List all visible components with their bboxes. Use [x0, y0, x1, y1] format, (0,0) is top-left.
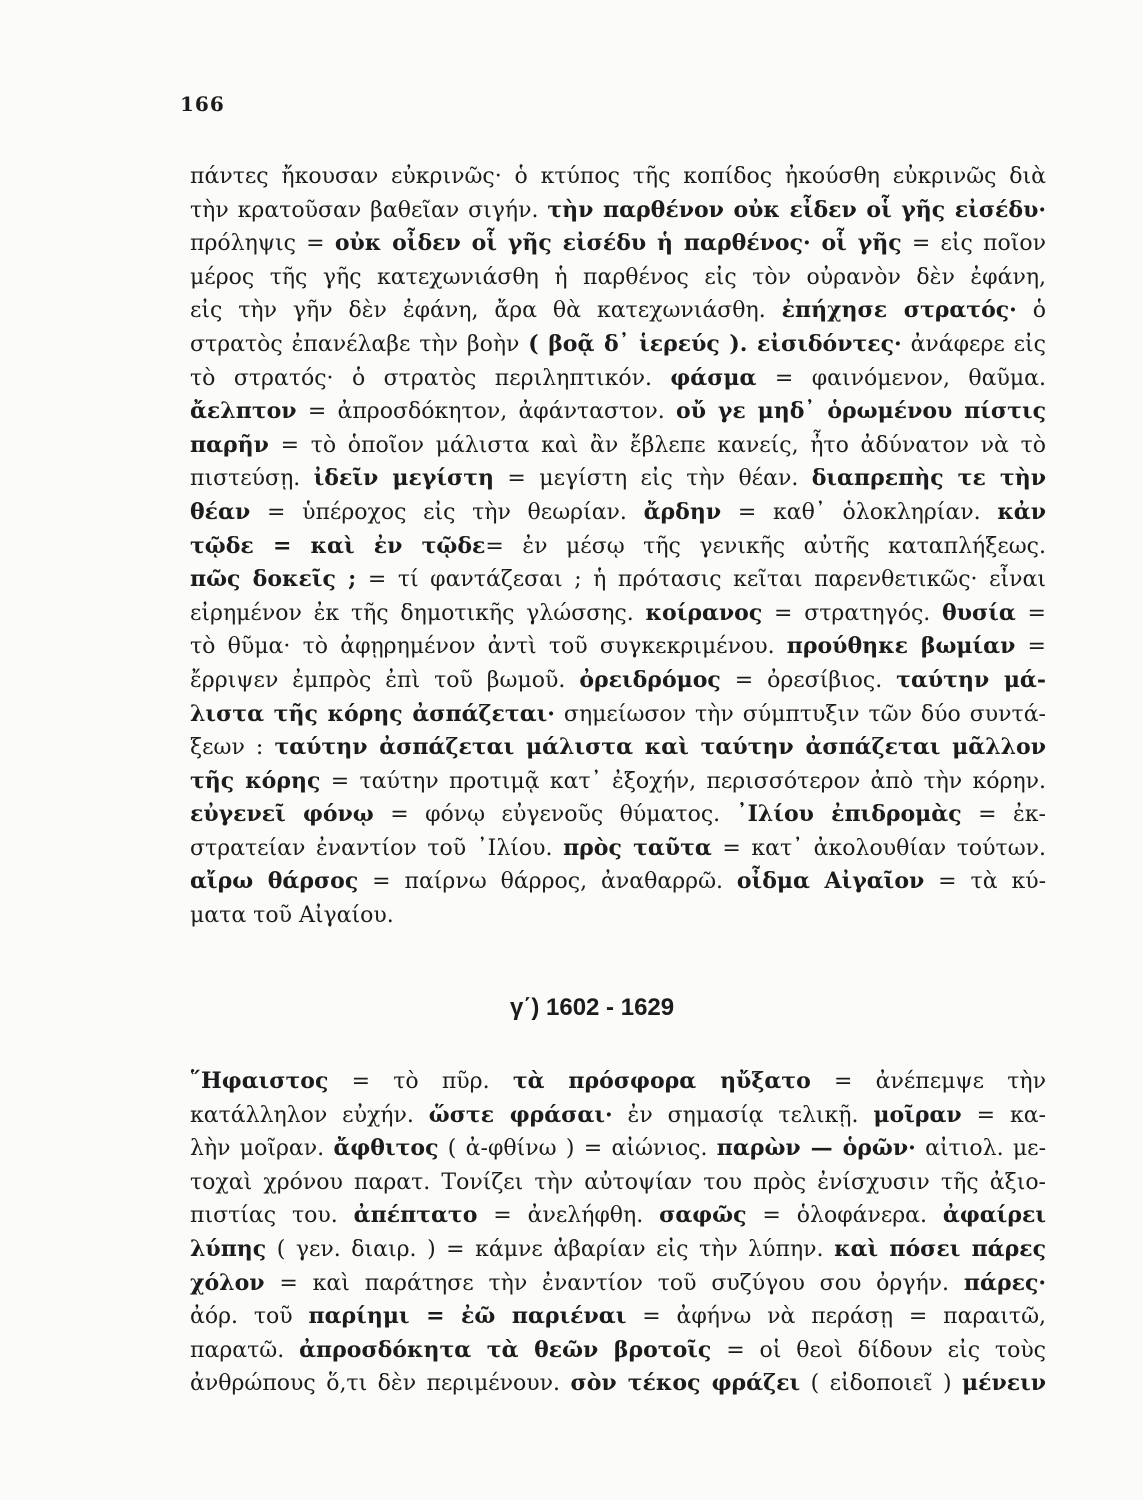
text-line: [190, 597, 1046, 631]
gloss-text: τὸ θῦμα· τὸ ἀφῃρημένον ἀντὶ τοῦ συγκεκριμένου.: [190, 634, 787, 660]
gloss-text: στρατὸς ἐπανέλαβε τὴν βοὴν: [190, 331, 529, 357]
gloss-text: εἰρημένον ἐκ τῆς δημοτικῆς γλώσσης.: [190, 600, 646, 626]
text-line: [190, 530, 1046, 564]
gloss-text: μέρος τῆς γῆς κατεχωνιάσθη ἡ παρθένος εἰς τὸν οὐρανὸν δὲν ἐφάνη,: [190, 264, 1046, 290]
gloss-text: ( ἀ-φθίνω ) = αἰώνιος.: [438, 1136, 717, 1162]
gloss-text: ἀνθρώπους ὅ,τι δὲν περιμένουν.: [190, 1371, 571, 1397]
lemma-term: ταύτην μά-: [896, 666, 1046, 693]
gloss-text: ὁ: [1016, 298, 1047, 324]
text-line: [190, 1099, 1046, 1133]
lemma-term: τὴν παρθένον οὐκ εἶδεν οἷ γῆς εἰσέδυ·: [547, 196, 1046, 223]
lemma-term: ἰδεῖν μεγίστη: [313, 465, 495, 492]
gloss-text: τοχαὶ χρόνου παρατ. Τονίζει τὴν αὐτοψίαν του πρὸς ἐνίσχυσιν τῆς ἀξιο-: [190, 1169, 1046, 1195]
gloss-text: ἀόρ. τοῦ: [190, 1304, 309, 1330]
section-heading: γ΄) 1602 - 1629: [510, 994, 675, 1021]
lemma-term: πάρες·: [963, 1269, 1046, 1296]
lemma-term: ὀρειδρόμος: [579, 666, 721, 693]
gloss-text: = τὰ κύ-: [924, 869, 1047, 895]
text-line: [190, 1233, 1046, 1267]
gloss-text: στρατείαν ἐναντίον τοῦ ᾿Ιλίου.: [190, 835, 564, 861]
text-line: [190, 194, 1046, 228]
gloss-text: = φαινόμενον, θαῦμα.: [756, 365, 1046, 391]
lemma-term: λύπης: [190, 1235, 267, 1262]
lemma-term: τὰ πρόσφορα ηὔξατο: [512, 1068, 811, 1094]
lemma-term: ἄρδην: [643, 498, 722, 525]
lemma-term: ἀπέπτατο: [353, 1202, 478, 1229]
gloss-text: πιστίας του.: [190, 1203, 354, 1229]
lemma-term: ἀπροσδόκητα τὰ θεῶν βροτοῖς: [299, 1336, 712, 1363]
gloss-text: εἰς τὴν γῆν δὲν ἐφάνη, ἄρα θὰ κατεχωνιάσθη.: [190, 298, 782, 324]
gloss-text: λὴν μοῖραν.: [190, 1136, 334, 1162]
lemma-term: οὔ γε μηδ᾿ ὁρωμένου πίστις: [676, 398, 1046, 425]
lemma-term: οἶδμα Αἰγαῖον: [736, 868, 925, 895]
gloss-text: ἐν σημασίᾳ τελικῇ.: [612, 1102, 874, 1128]
gloss-text: = ἐν μέσῳ τῆς γενικῆς αὐτῆς καταπλήξεως.: [485, 533, 1046, 559]
text-line: [190, 630, 1046, 664]
lemma-term: κοίρανος: [645, 599, 763, 626]
text-line: [190, 1199, 1046, 1233]
text-line: [190, 664, 1046, 698]
lemma-term: φάσμα: [670, 364, 757, 391]
gloss-text: = καὶ παράτησε τὴν ἐναντίον τοῦ συζύγου σου ὀργήν.: [264, 1270, 964, 1296]
lemma-term: μοῖραν: [873, 1101, 962, 1128]
text-line: [190, 462, 1046, 496]
text-line: [190, 1132, 1046, 1166]
lemma-term: ὥστε φράσαι·: [428, 1101, 613, 1128]
text-line: [190, 798, 1046, 832]
gloss-text: =: [1015, 634, 1046, 660]
gloss-text: ξεων :: [190, 735, 275, 761]
lemma-term: πῶς δοκεῖς ;: [190, 566, 357, 593]
gloss-text: παρατῶ.: [190, 1337, 300, 1363]
text-line: [190, 1166, 1046, 1200]
text-line: [190, 698, 1046, 732]
gloss-text: = ἐκ-: [961, 802, 1046, 828]
gloss-text: τὸ στρατός· ὁ στρατὸς περιληπτικόν.: [190, 365, 671, 391]
text-line: [190, 395, 1046, 429]
lemma-term: εὐγενεῖ φόνῳ: [190, 801, 374, 828]
text-line: [190, 160, 1046, 194]
gloss-text: = τὸ ὁποῖον μάλιστα καὶ ἂν ἔβλεπε κανείς, ἦτο ἀδύνατον νὰ τὸ: [268, 432, 1046, 458]
gloss-text: τὴν κρατοῦσαν βαθεῖαν σιγήν.: [190, 197, 548, 223]
gloss-text: = καθ᾿ ὁλοκληρίαν.: [721, 499, 998, 525]
gloss-text: = παίρνω θάρρος, ἀναθαρρῶ.: [358, 869, 737, 895]
lemma-term: τῷδε = καὶ ἐν τῷδε: [190, 532, 486, 559]
gloss-text: = ἀνελήφθη.: [477, 1203, 660, 1229]
lemma-term: σὸν τέκος φράζει: [570, 1370, 801, 1397]
text-line: [190, 1334, 1046, 1368]
lemma-term: παρίημι = ἐῶ παριέναι: [308, 1303, 627, 1330]
gloss-text: = στρατηγός.: [762, 600, 943, 626]
page-number: 166: [180, 92, 225, 116]
lemma-term: λιστα τῆς κόρης ἀσπάζεται·: [190, 700, 555, 727]
lemma-term: ἐπήχησε στρατός·: [781, 297, 1017, 324]
text-line: [190, 899, 1046, 933]
text-line: [190, 496, 1046, 530]
gloss-text: = ἀπροσδόκητον, ἀφάνταστον.: [296, 399, 677, 425]
commentary-paragraph-2: [190, 1065, 1046, 1401]
text-line: [190, 429, 1046, 463]
lemma-term: κἀν: [997, 498, 1046, 525]
lemma-term: τῆς κόρης: [190, 767, 321, 794]
lemma-term: οὐκ οἶδεν οἷ γῆς εἰσέδυ ἡ παρθένος· οἷ γῆς: [334, 230, 902, 257]
gloss-text: = ἀνέπεμψε τὴν: [810, 1069, 1046, 1094]
gloss-text: = μεγίστη εἰς τὴν θέαν.: [494, 466, 812, 492]
gloss-text: πάντες ἤκουσαν εὐκρινῶς· ὁ κτύπος τῆς κοπίδος ἠκούσθη εὐκρινῶς διὰ: [190, 164, 1046, 189]
gloss-text: = ὁλοφάνερα.: [746, 1203, 943, 1229]
gloss-text: ( γεν. διαιρ. ) = κάμνε ἀβαρίαν εἰς τὴν λύπην.: [266, 1236, 835, 1262]
gloss-text: ματα τοῦ Αἰγαίου.: [190, 903, 394, 929]
gloss-text: = ὑπέροχος εἰς τὴν θεωρίαν.: [250, 499, 644, 525]
gloss-text: ( εἰδοποιεῖ ): [800, 1371, 962, 1397]
lemma-term: θυσία: [942, 599, 1016, 626]
text-line: [190, 765, 1046, 799]
text-line: [190, 1367, 1046, 1401]
lemma-term: χόλον: [190, 1269, 265, 1296]
lemma-term: καὶ πόσει πάρες: [834, 1235, 1046, 1262]
lemma-term: ἄφθιτος: [333, 1135, 439, 1162]
gloss-text: = τὸ πῦρ.: [328, 1069, 513, 1094]
lemma-term: ῞Ηφαιστος: [190, 1068, 329, 1094]
gloss-text: κατάλληλον εὐχήν.: [190, 1102, 429, 1128]
lemma-term: ἄελπτον: [190, 398, 297, 425]
text-line: [190, 261, 1046, 295]
gloss-text: = τί φαντάζεσαι ; ἡ πρότασις κεῖται παρενθετικῶς· εἶναι: [356, 567, 1046, 593]
gloss-text: = φόνῳ εὐγενοῦς θύματος.: [373, 802, 737, 828]
commentary-paragraph-1: [190, 160, 1046, 933]
text-line: [190, 1300, 1046, 1334]
text-line: [190, 731, 1046, 765]
gloss-text: = ὀρεσίβιος.: [720, 667, 897, 693]
gloss-text: =: [1015, 600, 1046, 626]
text-line: [190, 1065, 1046, 1099]
lemma-term: ταύτην ἀσπάζεται μάλιστα καὶ ταύτην ἀσπάζεται μᾶλλον: [274, 734, 1046, 761]
lemma-term: παρὼν — ὁρῶν·: [716, 1135, 916, 1162]
text-line: [190, 865, 1046, 899]
gloss-text: ἀνάφερε εἰς: [901, 331, 1047, 357]
gloss-text: = εἰς ποῖον: [901, 231, 1046, 257]
gloss-text: σημείωσον τὴν σύμπτυξιν τῶν δύο συντά-: [554, 701, 1046, 727]
lemma-term: διαπρεπὴς τε τὴν: [811, 465, 1046, 492]
gloss-text: πρόληψις =: [190, 231, 335, 257]
gloss-text: = κα-: [961, 1102, 1046, 1128]
gloss-text: = οἱ θεοὶ δίδουν εἰς τοὺς: [711, 1337, 1047, 1363]
lemma-term: ᾿Ιλίου ἐπιδρομὰς: [736, 801, 962, 828]
gloss-text: αἰτιολ. με-: [915, 1136, 1047, 1162]
gloss-text: = ἀφήνω νὰ περάσῃ = παραιτῶ,: [626, 1304, 1046, 1330]
lemma-term: ( βοᾷ δ᾿ ἱερεύς ). εἰσιδόντες·: [528, 330, 902, 357]
gloss-text: ἔρριψεν ἐμπρὸς ἐπὶ τοῦ βωμοῦ.: [190, 667, 580, 693]
text-line: [190, 1267, 1046, 1301]
lemma-term: σαφῶς: [659, 1202, 747, 1229]
lemma-term: θέαν: [190, 498, 251, 525]
lemma-term: πρὸς ταῦτα: [563, 834, 712, 861]
text-line: [190, 227, 1046, 261]
lemma-term: ἀφαίρει: [942, 1202, 1046, 1229]
text-line: [190, 294, 1046, 328]
lemma-term: παρῆν: [190, 431, 269, 458]
lemma-term: μένειν: [961, 1370, 1047, 1397]
lemma-term: αἴρω θάρσος: [190, 868, 359, 895]
gloss-text: = κατ᾿ ἀκολουθίαν τούτων.: [711, 835, 1046, 861]
text-line: [190, 563, 1046, 597]
lemma-term: προύθηκε βωμίαν: [786, 633, 1016, 660]
gloss-text: = ταύτην προτιμᾷ κατ᾿ ἐξοχήν, περισσότερον ἀπὸ τὴν κόρην.: [320, 768, 1046, 794]
gloss-text: πιστεύσῃ.: [190, 466, 314, 492]
text-line: [190, 362, 1046, 396]
text-line: [190, 832, 1046, 866]
text-line: [190, 328, 1046, 362]
